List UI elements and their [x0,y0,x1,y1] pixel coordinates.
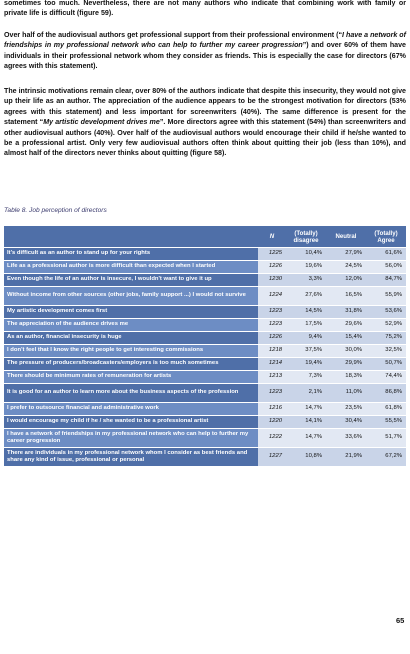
table-body [4,248,406,466]
agree-cell: 51,7% [366,429,406,447]
disagree-cell: 27,6% [286,287,326,305]
disagree-cell: 7,3% [286,371,326,383]
agree-cell: 84,7% [366,274,406,286]
statement-cell: It's difficult as an author to stand up for your rights [4,248,258,260]
n-cell: 1223 [258,384,286,402]
job-perception-table [4,225,406,467]
paragraph-professional-support [4,30,406,72]
disagree-cell: 37,5% [286,345,326,357]
table-row [4,319,406,331]
neutral-cell: 27,9% [326,248,366,260]
neutral-cell: 11,0% [326,384,366,402]
paragraph-intrinsic-motivations [4,86,406,159]
neutral-cell: 29,9% [326,358,366,370]
quoted-statement: My artistic development drives me [43,118,160,127]
table-row [4,448,406,466]
table-row [4,403,406,415]
n-cell: 1220 [258,416,286,428]
agree-cell: 55,9% [366,287,406,305]
table-row [4,287,406,305]
paragraph-family-life: sometimes too much. Nevertheless, there are not many authors who indicate that combining work with family or private life is difficult (figure 59). [4,0,406,18]
quoted-statement: I have a network of friendships in my professional network who can help to further my career progression [4,31,406,50]
disagree-cell: 14,1% [286,416,326,428]
statement-cell: I would encourage my child if he / she wanted to be a professional artist [4,416,258,428]
header-n: N [258,226,286,247]
neutral-cell: 21,9% [326,448,366,466]
header-disagree: (Totally) disagree [286,226,326,247]
text-segment: Over half of the audiovisual authors get professional support from their professional environment (“ [4,31,343,39]
neutral-cell: 15,4% [326,332,366,344]
table-row [4,261,406,273]
disagree-cell: 19,4% [286,358,326,370]
agree-cell: 75,2% [366,332,406,344]
table-row [4,358,406,370]
text-segment: The intrinsic motivations remain clear, over 80% of the authors indicate that despite this insecurity, they would not give up their life as an author. The appreciation of the audience appears to be the strongest motivation for directors (53% agrees with this statement) and less important for screenwriters (40%). The same difference is present for the statement “ [4,87,406,127]
agree-cell: 86,8% [366,384,406,402]
table-row [4,416,406,428]
statement-cell: The appreciation of the audience drives me [4,319,258,331]
n-cell: 1214 [258,358,286,370]
disagree-cell: 9,4% [286,332,326,344]
table-row [4,248,406,260]
disagree-cell: 3,3% [286,274,326,286]
disagree-cell: 10,4% [286,248,326,260]
disagree-cell: 17,5% [286,319,326,331]
disagree-cell: 14,7% [286,403,326,415]
statement-cell: Even though the life of an author is insecure, I wouldn't want to give it up [4,274,258,286]
text-segment: ”) and over 60% of them have individuals in their professional network whom they consider as friends. This is especially the case for directors (67% agrees with this statement). [4,41,407,71]
n-cell: 1230 [258,274,286,286]
statement-cell: I prefer to outsource financial and administrative work [4,403,258,415]
neutral-cell: 23,5% [326,403,366,415]
table-row [4,306,406,318]
disagree-cell: 19,6% [286,261,326,273]
disagree-cell: 14,5% [286,306,326,318]
n-cell: 1216 [258,403,286,415]
neutral-cell: 31,8% [326,306,366,318]
n-cell: 1222 [258,429,286,447]
statement-cell: I have a network of friendships in my professional network who can help to further my career progression [4,429,258,447]
n-cell: 1213 [258,371,286,383]
agree-cell: 52,9% [366,319,406,331]
neutral-cell: 18,3% [326,371,366,383]
agree-cell: 67,2% [366,448,406,466]
statement-cell: Life as a professional author is more difficult than expected when I started [4,261,258,273]
neutral-cell: 29,6% [326,319,366,331]
agree-cell: 74,4% [366,371,406,383]
disagree-cell: 2,1% [286,384,326,402]
neutral-cell: 12,0% [326,274,366,286]
statement-cell: My artistic development comes first [4,306,258,318]
n-cell: 1224 [258,287,286,305]
table-caption: Table 8. Job perception of directors [4,207,107,214]
page-number: 65 [396,616,405,625]
statement-cell: As an author, financial insecurity is huge [4,332,258,344]
n-cell: 1223 [258,306,286,318]
statement-cell: The pressure of producers/broadcasters/employers is too much sometimes [4,358,258,370]
agree-cell: 32,5% [366,345,406,357]
table-row [4,429,406,447]
table-row [4,345,406,357]
agree-cell: 53,6% [366,306,406,318]
agree-cell: 55,5% [366,416,406,428]
agree-cell: 61,8% [366,403,406,415]
agree-cell: 50,7% [366,358,406,370]
n-cell: 1218 [258,345,286,357]
table-row [4,371,406,383]
neutral-cell: 30,4% [326,416,366,428]
text-segment: ”. More directors agree with this statement (54%) than screenwriters and other audiovisual authors (40%). Over half of the audiovisual authors would encourage their child if he/she wanted to be a professional artist. Only very few audiovisual authors often think about quitting their job (less than 10%), and almost half of the directors never thinks about quitting (figure 58). [4,118,406,158]
statement-cell: I don't feel that I know the right people to get interesting commissions [4,345,258,357]
agree-cell: 61,6% [366,248,406,260]
statement-cell: It is good for an author to learn more about the business aspects of the profession [4,384,258,402]
table-row [4,384,406,402]
n-cell: 1225 [258,248,286,260]
header-neutral: Neutral [326,226,366,247]
table-row [4,332,406,344]
header-agree: (Totally) Agree [366,226,406,247]
table-row [4,274,406,286]
n-cell: 1226 [258,261,286,273]
agree-cell: 56,0% [366,261,406,273]
statement-cell: Without income from other sources (other jobs, family support ...) I would not survive [4,287,258,305]
statement-cell: There should be minimum rates of remuneration for artists [4,371,258,383]
header-statement [4,226,258,247]
disagree-cell: 14,7% [286,429,326,447]
neutral-cell: 33,6% [326,429,366,447]
neutral-cell: 16,5% [326,287,366,305]
n-cell: 1227 [258,448,286,466]
disagree-cell: 10,8% [286,448,326,466]
neutral-cell: 30,0% [326,345,366,357]
statement-cell: There are individuals in my professional network whom I consider as best friends and share any kind of issue, professional or personal [4,448,258,466]
neutral-cell: 24,5% [326,261,366,273]
n-cell: 1226 [258,332,286,344]
table-header-row [4,226,406,247]
n-cell: 1223 [258,319,286,331]
